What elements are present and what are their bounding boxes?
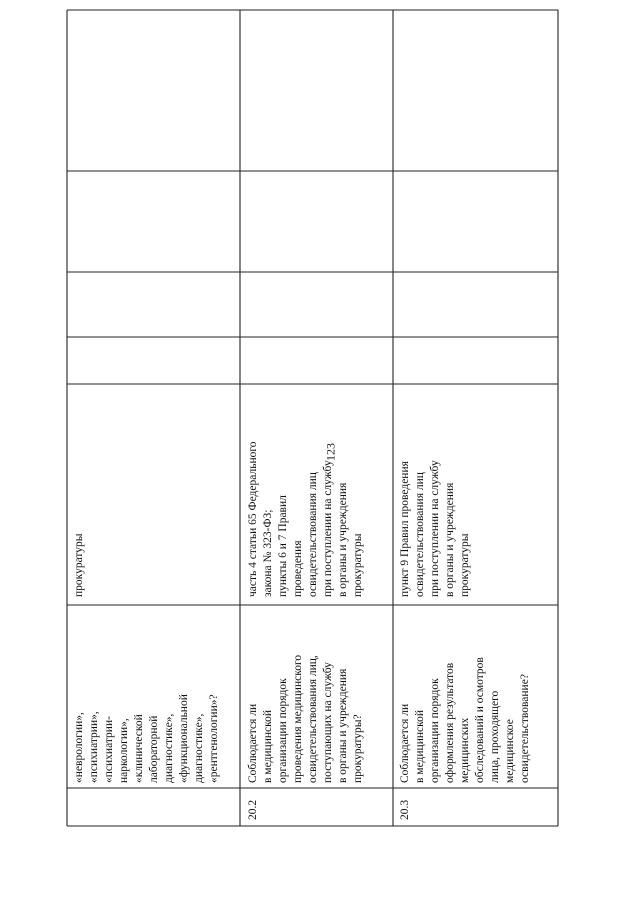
- row-3-reference: пункт 9 Правил проведения освидетельствования лиц при поступлении на службу в органы и учреждения прокуратуры: [399, 460, 471, 597]
- row-2-number: 20.2: [247, 799, 259, 820]
- row-2-question: Соблюдается ли в медицинской организации порядок проведения медицинского освидетельствования лиц, поступающих на службу в органы и учреждения прокуратуры?: [247, 654, 364, 783]
- page-number: 123: [323, 443, 338, 461]
- row-2-reference: часть 4 статьи 65 Федерального закона № 323-ФЗ; пункты 6 и 7 Правил проведения освидетельствования лиц при поступлении на службу в органы и учреждения прокуратуры: [247, 441, 364, 597]
- row-3-question: Соблюдается ли в медицинской организации порядок оформления результатов медицинских обследований и осмотров лица, проходящего медицинское освидетельствование?: [399, 657, 531, 783]
- row-3-number: 20.3: [399, 799, 411, 820]
- row-1-question: «неврологии», «психиатрии», «психиатрии- наркологии», «клинической лабораторной диагностике», «функциональной диагностике», «рентгенологии»?: [73, 694, 220, 783]
- row-1-reference: прокуратуры: [73, 533, 85, 597]
